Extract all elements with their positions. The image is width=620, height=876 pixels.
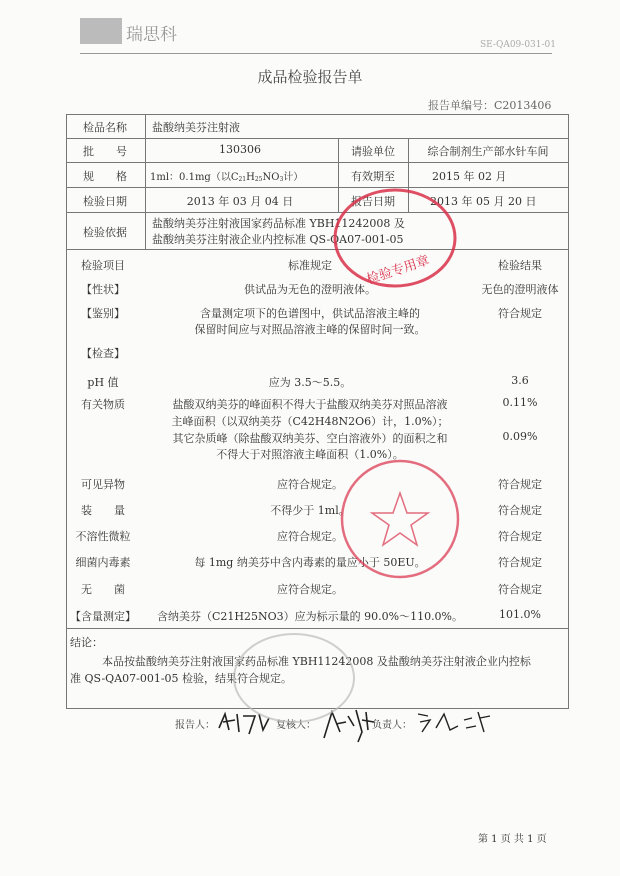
report-number (428, 97, 551, 113)
item-name: pH 值 (87, 376, 119, 389)
item-result: 0.09% (502, 430, 538, 443)
item-name: 【性状】 (81, 283, 125, 296)
batch-number: 130306 (219, 143, 261, 156)
item-standard: 主峰面积（以双纳美芬（C42H48N2O6）计，1.0%）； (171, 415, 449, 428)
company-logo (80, 18, 122, 44)
item-name: 细菌内毒素 (75, 556, 131, 569)
item-result: 符合规定 (498, 583, 542, 596)
item-standard: 盐酸双纳美芬的峰面积不得大于盐酸双纳美芬对照品溶液 (172, 398, 448, 411)
item-standard: 不得大于对照溶液主峰面积（1.0%）。 (216, 448, 404, 461)
spec: 1ml：0.1mg（以C21H25NO3计） (150, 172, 304, 183)
product-name-label: 检品名称 (83, 121, 127, 134)
item-result: 101.0% (499, 608, 541, 621)
item-standard: 含量测定项下的色谱图中，供试品溶液主峰的 (200, 307, 420, 320)
item-name: 有关物质 (81, 398, 125, 411)
product-name: 盐酸纳美芬注射液 (152, 121, 240, 134)
item-name: 【含量测定】 (70, 610, 136, 623)
item-standard: 供试品为无色的澄明液体。 (244, 283, 376, 296)
test-date-label: 检验日期 (83, 195, 127, 208)
report-date: 2013 年 05 月 20 日 (430, 195, 537, 208)
item-name: 无 菌 (81, 583, 125, 596)
report-number-value: C2013406 (494, 99, 552, 112)
expiry-date: 2015 年 02 月 (432, 170, 507, 183)
item-standard: 应为 3.5～5.5。 (268, 376, 352, 389)
item-standard: 应符合规定。 (277, 583, 343, 596)
expiry-label: 有效期至 (351, 170, 395, 183)
item-name: 【检查】 (81, 347, 125, 360)
batch-label: 批 号 (83, 145, 127, 158)
faded-stamp-seal (230, 630, 360, 730)
header-divider (80, 53, 552, 54)
basis-line: 盐酸纳美芬注射液国家药品标准 YBH11242008 及 (152, 217, 405, 230)
column-header-standard: 标准规定 (288, 259, 332, 272)
report-number-label: 报告单编号： (428, 99, 494, 112)
spec-label: 规 格 (83, 170, 127, 183)
item-result: 符合规定 (498, 530, 542, 543)
item-name: 装 量 (81, 504, 125, 517)
item-standard: 应符合规定。 (277, 530, 343, 543)
conclusion-label: 结论： (70, 636, 103, 649)
item-standard: 含纳美芬（C21H25NO3）应为标示量的 90.0%～110.0%。 (156, 610, 464, 623)
conclusion-text: 本品按盐酸纳美芬注射液国家药品标准 YBH11242008 及盐酸纳美芬注射液企业内控标 (102, 655, 531, 668)
page-number: 第 1 页 共 1 页 (478, 834, 547, 845)
report-date-label: 报告日期 (351, 195, 395, 208)
conclusion-text: 准 QS-QA07-001-05 检验，结果符合规定。 (70, 672, 293, 685)
item-standard: 不得少于 1ml。 (270, 504, 350, 517)
item-result: 符合规定 (498, 504, 542, 517)
item-name: 不溶性微粒 (75, 530, 131, 543)
basis-label: 检验依据 (83, 226, 127, 239)
responsible-signature (414, 704, 494, 738)
item-standard: 其它杂质峰（除盐酸双纳美芬、空白溶液外）的面积之和 (172, 432, 448, 445)
responsible-label: 负责人： (372, 720, 412, 731)
page-title: 成品检验报告单 (257, 68, 363, 86)
item-standard: 应符合规定。 (277, 478, 343, 491)
test-date: 2013 年 03 月 04 日 (186, 195, 294, 208)
column-header-result: 检验结果 (498, 259, 542, 272)
company-stamp-seal (338, 455, 468, 580)
item-name: 【鉴别】 (81, 307, 125, 320)
item-result: 符合规定 (498, 307, 542, 320)
item-result: 符合规定 (498, 556, 542, 569)
reviewer-label: 复核人： (276, 720, 316, 731)
item-result: 无色的澄明液体 (481, 283, 559, 296)
requester: 综合制剂生产部水针车间 (427, 145, 549, 158)
item-result: 3.6 (511, 374, 529, 387)
company-name: 瑞思科 (126, 25, 177, 45)
requester-label: 请验单位 (351, 145, 395, 158)
svg-text:检验专用章: 检验专用章 (364, 253, 432, 288)
column-header-item: 检验项目 (81, 259, 125, 272)
inspection-stamp-seal (330, 186, 460, 296)
item-name: 可见异物 (81, 478, 125, 491)
item-standard: 保留时间应与对照品溶液主峰的保留时间一致。 (194, 323, 426, 336)
item-result: 符合规定 (498, 478, 542, 491)
doc-code: SE-QA09-031-01 (480, 40, 556, 50)
basis-line: 盐酸纳美芬注射液企业内控标准 QS-QA07-001-05 (152, 233, 404, 246)
item-result: 0.11% (502, 396, 538, 409)
item-standard: 每 1mg 纳美芬中含内毒素的量应小于 50EU。 (194, 556, 426, 569)
reporter-label: 报告人： (175, 720, 215, 731)
